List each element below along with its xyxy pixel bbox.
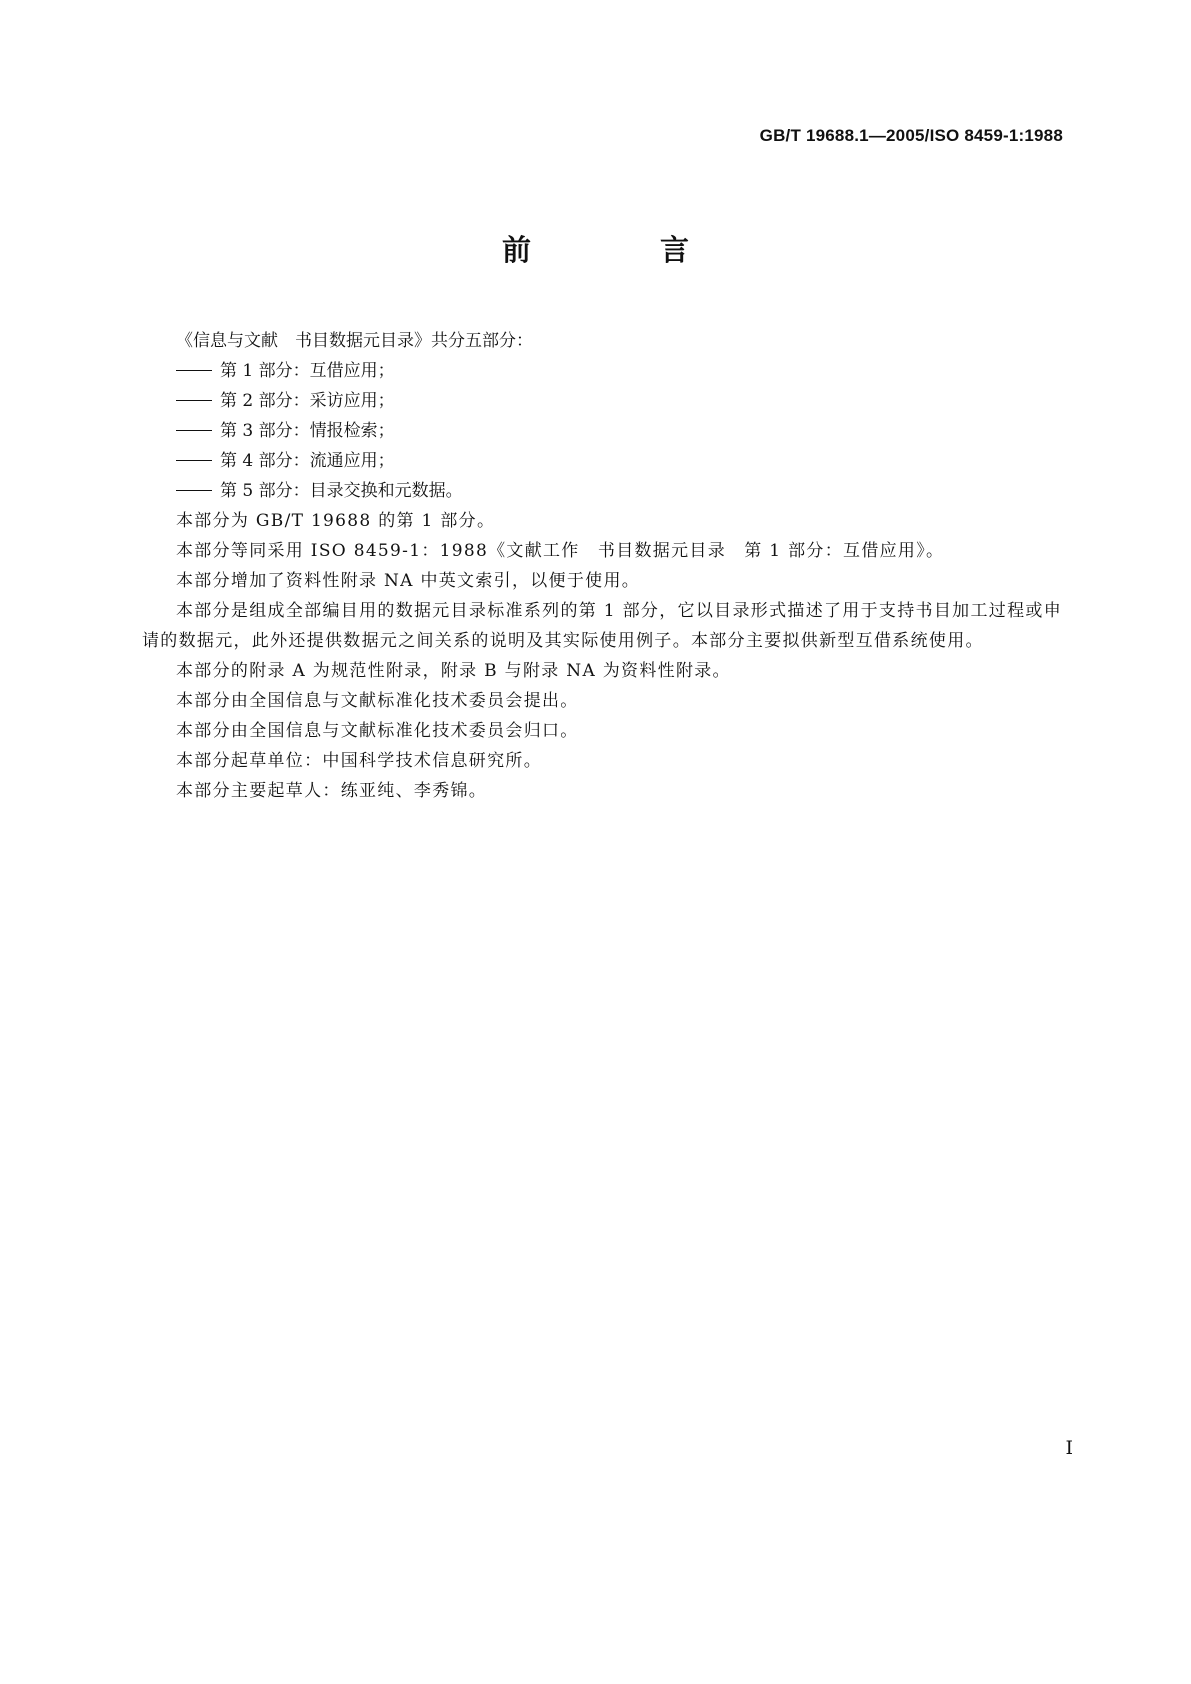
document-body bbox=[142, 326, 1062, 806]
intro-line: 《信息与文献 书目数据元目录》共分五部分： bbox=[176, 331, 533, 351]
paragraph: 本部分由全国信息与文献标准化技术委员会归口。 bbox=[176, 721, 579, 741]
part-label: 第 4 部分：流通应用； bbox=[220, 451, 395, 471]
dash-mark bbox=[176, 430, 212, 431]
dash-mark bbox=[176, 400, 212, 401]
part-label: 第 3 部分：情报检索； bbox=[220, 421, 395, 441]
paragraph: 本部分等同采用 ISO 8459-1：1988《文献工作 书目数据元目录 第 1 部分：互借应用》。 bbox=[176, 541, 945, 561]
part-label: 第 1 部分：互借应用； bbox=[220, 361, 395, 381]
paragraph: 本部分增加了资料性附录 NA 中英文索引，以便于使用。 bbox=[176, 571, 641, 591]
list-item bbox=[142, 476, 1062, 506]
paragraph: 本部分起草单位：中国科学技术信息研究所。 bbox=[176, 751, 542, 771]
list-item bbox=[142, 416, 1062, 446]
part-label: 第 2 部分：采访应用； bbox=[220, 391, 395, 411]
part-label: 第 5 部分：目录交换和元数据。 bbox=[220, 481, 463, 501]
paragraph: 本部分由全国信息与文献标准化技术委员会提出。 bbox=[176, 691, 579, 711]
paragraph: 本部分为 GB/T 19688 的第 1 部分。 bbox=[176, 511, 496, 531]
dash-mark bbox=[176, 490, 212, 491]
standard-code-header: GB/T 19688.1—2005/ISO 8459-1:1988 bbox=[759, 126, 1063, 145]
paragraph: 本部分是组成全部编目用的数据元目录标准系列的第 1 部分，它以目录形式描述了用于支持书目加工过程或申请的数据元，此外还提供数据元之间关系的说明及其实际使用例子。本部分主要拟供新型互借系统使用。 bbox=[142, 601, 1062, 651]
dash-mark bbox=[176, 370, 212, 371]
page-title: 前 言 bbox=[501, 233, 739, 267]
paragraph: 本部分的附录 A 为规范性附录，附录 B 与附录 NA 为资料性附录。 bbox=[176, 661, 731, 681]
dash-mark bbox=[176, 460, 212, 461]
list-item bbox=[142, 446, 1062, 476]
page-number: I bbox=[1065, 1437, 1073, 1459]
list-item bbox=[142, 356, 1062, 386]
paragraph: 本部分主要起草人：练亚纯、李秀锦。 bbox=[176, 781, 488, 801]
list-item bbox=[142, 386, 1062, 416]
